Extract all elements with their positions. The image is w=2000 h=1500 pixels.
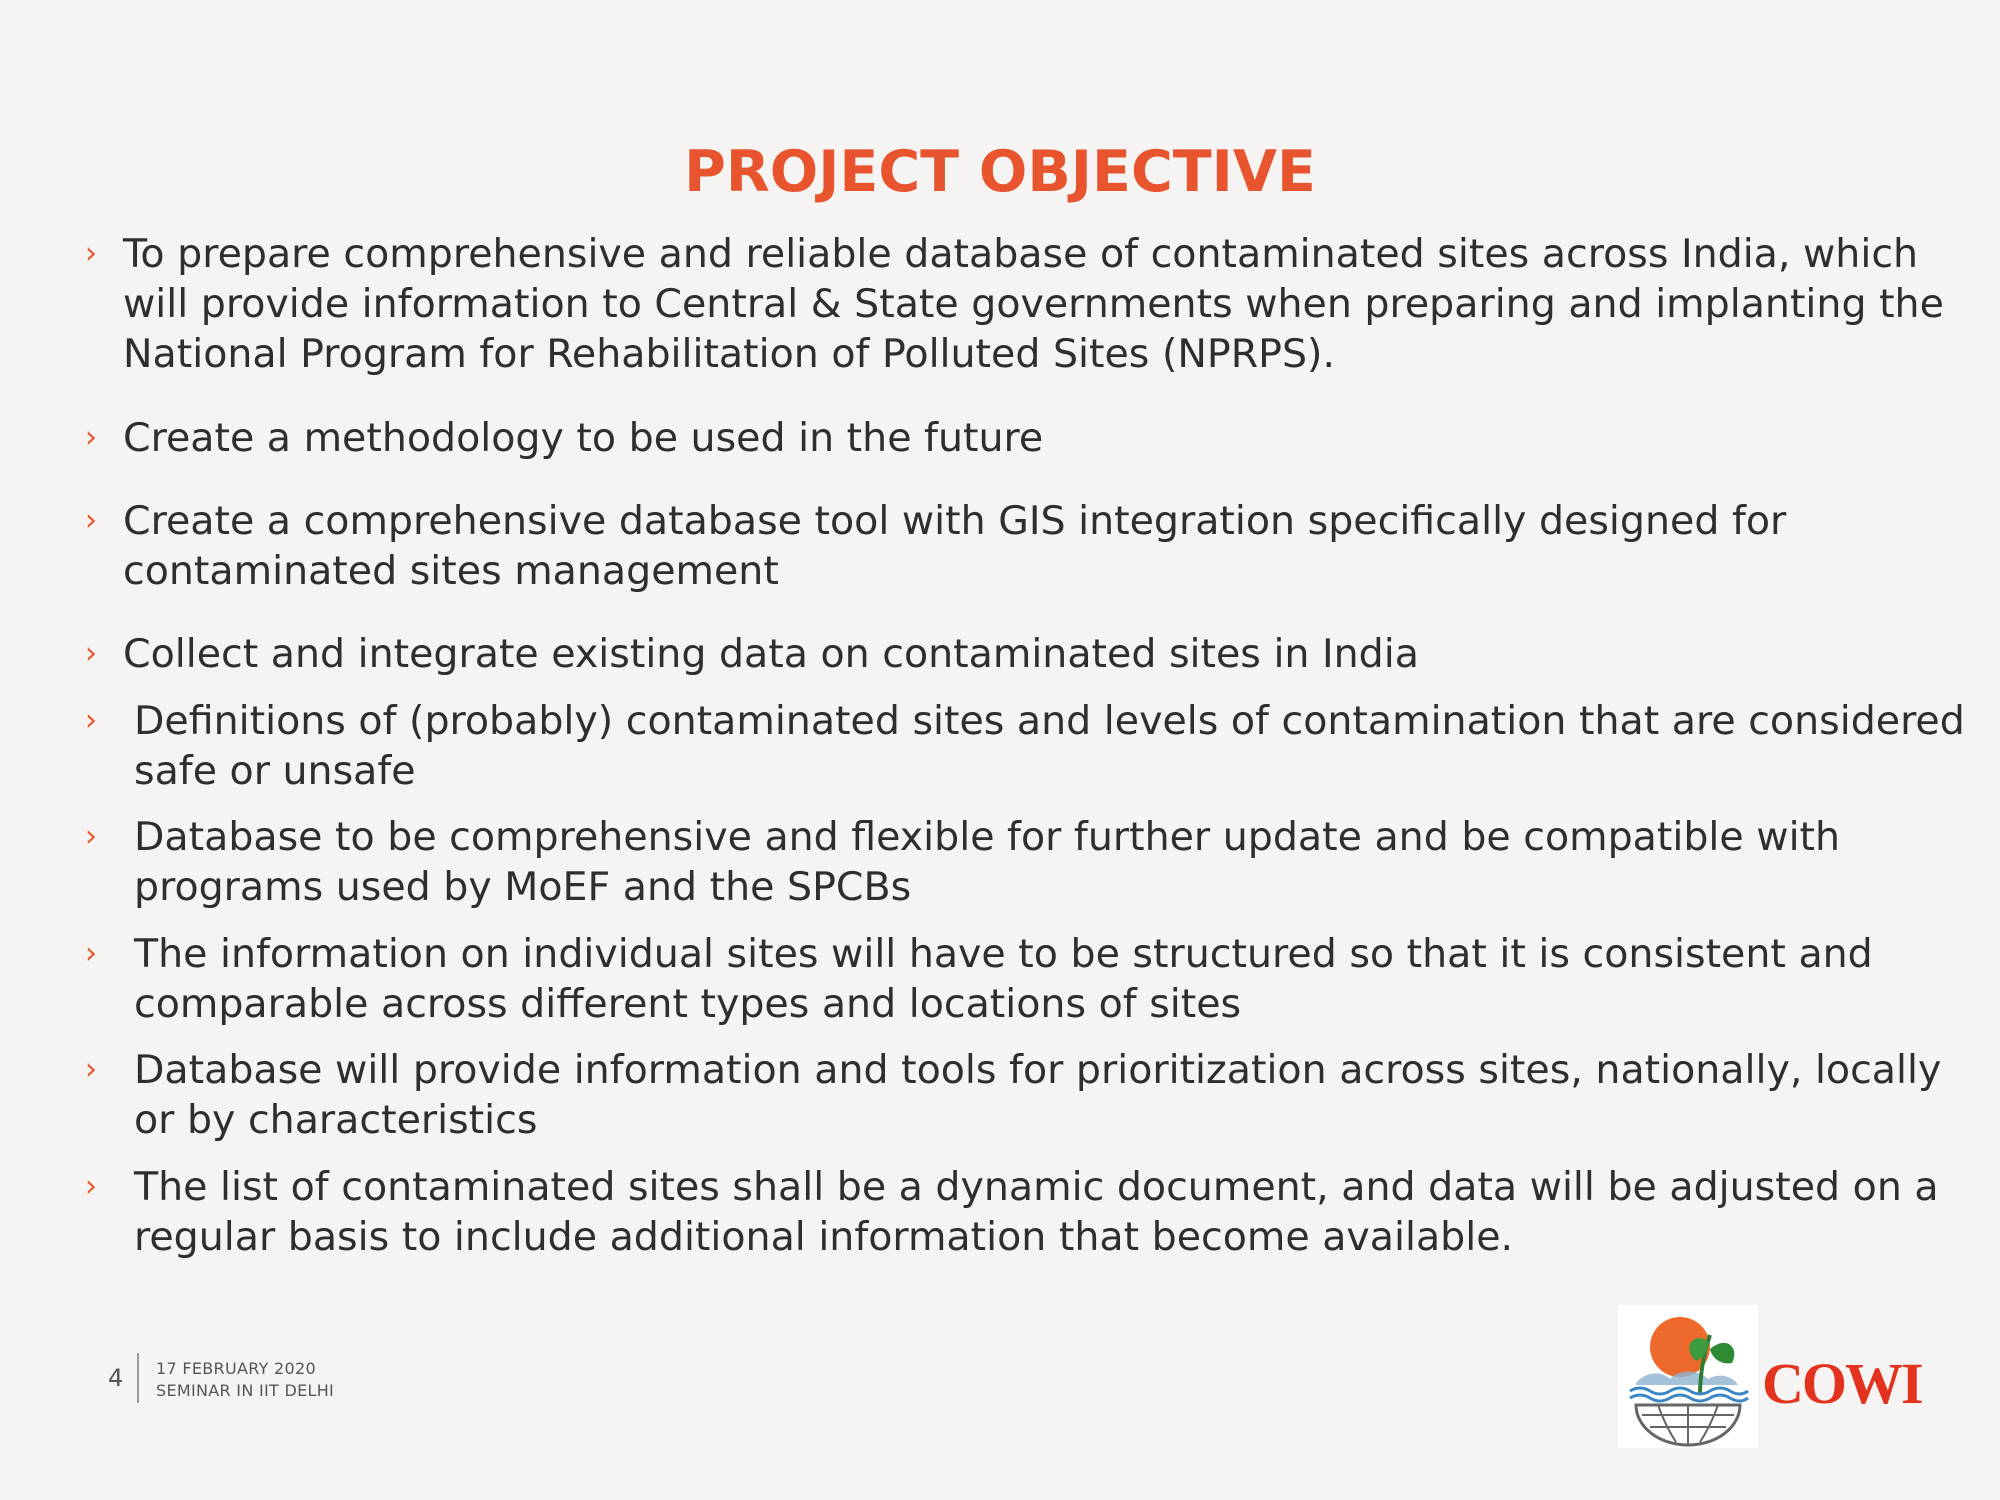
- bullet-marker: ›: [85, 503, 97, 538]
- bullet-text: The list of contaminated sites shall be a dynamic document, and data will be adjusted on a regular basis to include additional information that become available.: [134, 1164, 1939, 1260]
- bullet-marker: ›: [85, 236, 97, 271]
- bullet-text: The information on individual sites will have to be structured so that it is consistent and comparable across different types and locations of sites: [134, 931, 1873, 1027]
- bullet-text: Database will provide information and tools for prioritization across sites, nationally, locally or by characteristics: [134, 1047, 1942, 1143]
- bullet-marker: ›: [85, 1052, 97, 1087]
- bullet-marker: ›: [85, 420, 97, 455]
- bullet-text: Collect and integrate existing data on contaminated sites in India: [123, 631, 1419, 677]
- cpcb-emblem-icon: [1618, 1305, 1758, 1448]
- bullet-text: Definitions of (probably) contaminated sites and levels of contamination that are considered safe or unsafe: [134, 698, 1965, 794]
- bullet-text: Create a comprehensive database tool with GIS integration specifically designed for contaminated sites management: [123, 498, 1787, 594]
- footer-info: [156, 1358, 334, 1402]
- page-number: 4: [108, 1364, 124, 1392]
- cowi-logo: COWI: [1762, 1351, 1922, 1416]
- bullet-text: Database to be comprehensive and flexible for further update and be compatible with programs used by MoEF and the SPCBs: [134, 814, 1841, 910]
- bullet-marker: ›: [85, 936, 97, 971]
- bullet-marker: ›: [85, 1169, 97, 1204]
- bullet-marker: ›: [85, 703, 97, 738]
- footer-divider: [137, 1353, 139, 1403]
- bullet-marker: ›: [85, 819, 97, 854]
- bullet-text: To prepare comprehensive and reliable database of contaminated sites across India, which will provide information to Central & State governments when preparing and implanting the National Program for Rehabilitation of Polluted Sites (NPRPS).: [123, 231, 1944, 377]
- footer-event: SEMINAR IN IIT DELHI: [156, 1381, 335, 1400]
- bullet-marker: ›: [85, 636, 97, 671]
- footer-date: 17 FEBRUARY 2020: [156, 1359, 316, 1378]
- bullet-text: Create a methodology to be used in the future: [123, 415, 1044, 461]
- slide-title: PROJECT OBJECTIVE: [684, 139, 1316, 205]
